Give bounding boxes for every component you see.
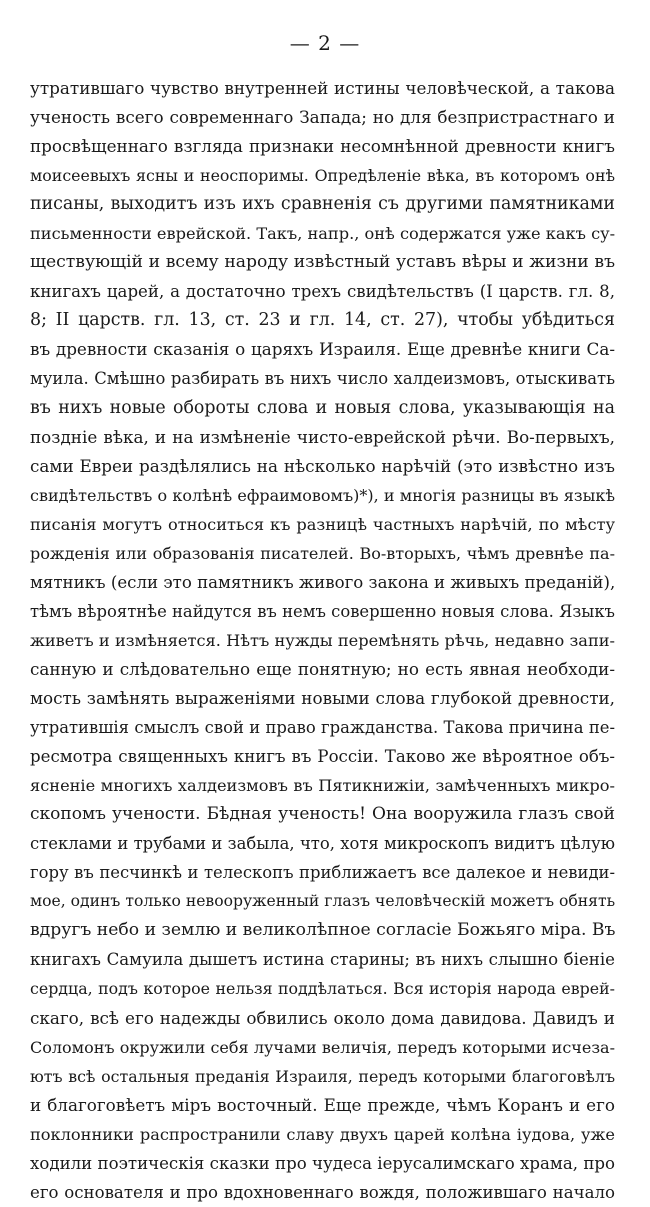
text-line: утратившаго чувство внутренней истины человѣческой, а такова (30, 78, 615, 98)
text-line: ученость всего современнаго Запада; но для безпристрастнаго и (30, 107, 615, 128)
text-line: ресмотра священныхъ книгъ въ Россіи. Таково же вѣроятное объ- (30, 747, 615, 767)
text-line: ютъ всѣ остальныя преданія Израиля, передъ которыми благоговѣлъ (30, 1066, 615, 1086)
text-line: и благоговѣетъ міръ восточный. Еще прежде, чѣмъ Коранъ и его (30, 1094, 615, 1115)
text-line: сердца, подъ которое нельзя поддѣлаться. Вся исторія народа еврей- (30, 979, 615, 999)
text-line: письменности еврейской. Такъ, напр., онѣ содержатся уже какъ су- (30, 224, 615, 244)
text-line: санную и слѣдовательно еще понятную; но есть явная необходи- (30, 658, 615, 679)
text-line: тѣмъ вѣроятнѣе найдутся въ немъ совершенно новыя слова. Языкъ (30, 601, 615, 621)
text-line: писанія могутъ относиться къ разницѣ частныхъ нарѣчій, по мѣсту (30, 514, 615, 534)
text-line: свидѣтельствъ о колѣнѣ ефраимовомъ)*), и многія разницы въ языкѣ (30, 485, 615, 505)
text-line: мое, одинъ только невооруженный глазъ человѣческій можетъ обнять (30, 892, 615, 911)
text-line: рожденія или образованія писателей. Во-вторыхъ, чѣмъ древнѣе па- (30, 543, 615, 563)
text-line: Соломонъ окружили себя лучами величія, передъ которыми исчеза- (30, 1037, 615, 1057)
text-line: моисеевыхъ ясны и неоспоримы. Опредѣленіе вѣка, въ которомъ онѣ (30, 166, 615, 186)
text-line: вдругъ небо и землю и великолѣпное согласіе Божьяго міра. Въ (30, 920, 615, 941)
text-line: ясненіе многихъ халдеизмовъ въ Пятикнижіи, замѣченныхъ микро- (30, 776, 615, 796)
text-line: живетъ и измѣняется. Нѣтъ нужды перемѣнять рѣчь, недавно запи- (30, 630, 615, 650)
text-line: поклонники распространили славу двухъ царей колѣна іудова, уже (30, 1124, 615, 1144)
text-line: мость замѣнять выраженіями новыми слова глубокой древности, (30, 687, 615, 708)
text-line: сами Евреи раздѣлялись на нѣсколько нарѣчій (это извѣстно изъ (30, 455, 615, 476)
text-line: 8; II царств. гл. 13, ст. 23 и гл. 14, ст. 27), чтобы убѣдиться (30, 310, 615, 331)
text-line: его основателя и про вдохновеннаго вождя, положившаго начало (30, 1182, 615, 1202)
text-line: поздніе вѣка, и на измѣненіе чисто-еврейской рѣчи. Во-первыхъ, (30, 426, 615, 447)
text-line: писаны, выходитъ изъ ихъ сравненія съ другими памятниками (30, 194, 615, 215)
text-line: гору въ песчинкѣ и телескопъ приближаетъ все далекое и невиди- (30, 863, 615, 883)
text-line: ществующій и всему народу извѣстный уставъ вѣры и жизни въ (30, 252, 615, 273)
text-line: скопомъ учености. Бѣдная ученость! Она вооружила глазъ свой (30, 804, 615, 825)
text-line: утратившія смыслъ свой и право гражданства. Такова причина пе- (30, 718, 615, 738)
text-line: книгахъ царей, а достаточно трехъ свидѣтельствъ (I царств. гл. 8, (30, 282, 615, 302)
text-line: просвѣщеннаго взгляда признаки несомнѣнной древности книгъ (30, 136, 615, 157)
text-line: въ древности сказанія о царяхъ Израиля. Еще древнѣе книги Са- (30, 339, 615, 360)
text-line: въ нихъ новые обороты слова и новыя слова, указывающія на (30, 397, 615, 418)
text-body (30, 74, 615, 1207)
text-line: мятникъ (если это памятникъ живого закона и живыхъ преданій), (30, 572, 615, 592)
text-line: скаго, всѣ его надежды обвились около дома давидова. Давидъ и (30, 1007, 615, 1028)
text-line: ходили поэтическія сказки про чудеса іерусалимскаго храма, про (30, 1153, 615, 1173)
text-line: книгахъ Самуила дышетъ истина старины; въ нихъ слышно біеніе (30, 950, 615, 970)
page-number: — 2 — (289, 31, 361, 55)
text-line: стеклами и трубами и забыла, что, хотя микроскопъ видитъ цѣлую (30, 834, 615, 854)
text-line: муила. Смѣшно разбирать въ нихъ число халдеизмовъ, отыскивать (30, 369, 615, 389)
